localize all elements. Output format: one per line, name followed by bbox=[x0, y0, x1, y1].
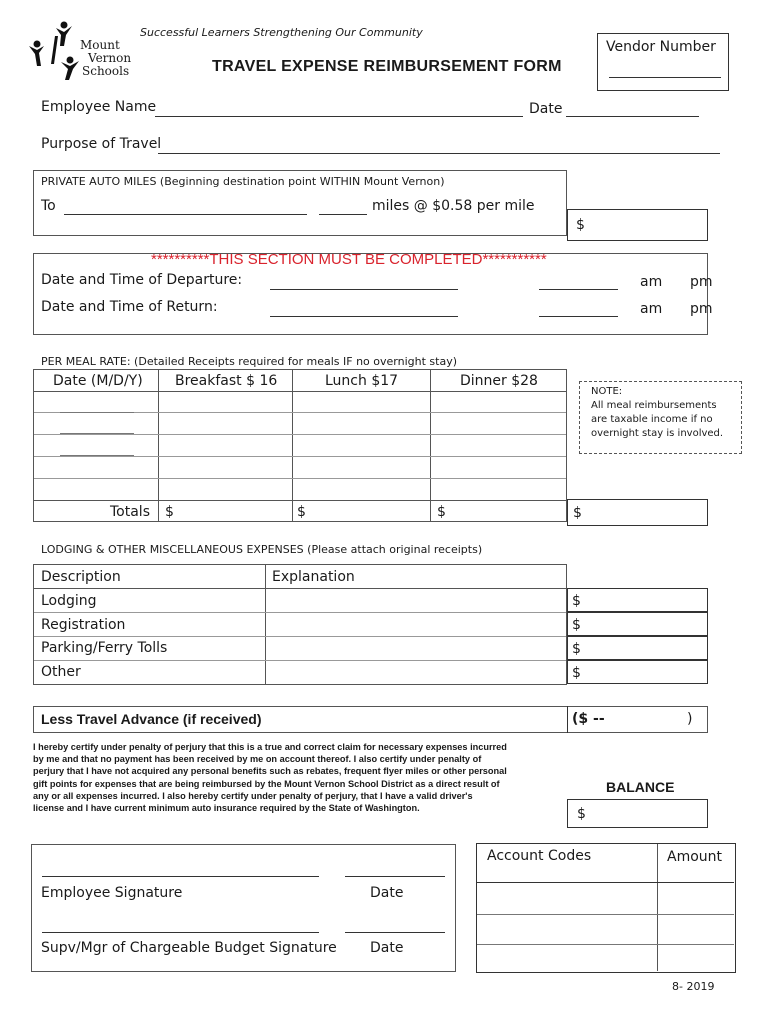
travel-advance-label: Less Travel Advance (if received) bbox=[41, 711, 262, 727]
logo-text-mount: Mount bbox=[80, 38, 120, 52]
account-amount-label: Amount bbox=[667, 849, 723, 865]
date-field[interactable] bbox=[566, 116, 699, 117]
employee-name-field[interactable] bbox=[155, 116, 523, 117]
registration-amount[interactable]: $ bbox=[572, 617, 581, 633]
meals-col-dinner: Dinner $28 bbox=[460, 373, 538, 389]
meal-row-3[interactable] bbox=[60, 455, 134, 456]
tagline: Successful Learners Strengthening Our Community bbox=[140, 26, 423, 39]
purpose-field[interactable] bbox=[158, 153, 720, 154]
required-warning: **********THIS SECTION MUST BE COMPLETED*********** bbox=[151, 251, 547, 268]
supervisor-signature-field[interactable] bbox=[42, 932, 319, 933]
lodging-amount-box bbox=[567, 588, 708, 612]
logo-text-schools: Schools bbox=[82, 64, 130, 78]
logo-text-vernon: Vernon bbox=[88, 51, 132, 65]
supervisor-signature-date-label: Date bbox=[370, 940, 404, 956]
return-label: Date and Time of Return: bbox=[41, 299, 218, 315]
balance-box[interactable] bbox=[567, 799, 708, 828]
meals-table bbox=[33, 369, 567, 522]
meals-total-lunch[interactable]: $ bbox=[297, 504, 306, 520]
employee-signature-date-label: Date bbox=[370, 885, 404, 901]
mileage-destination-field[interactable] bbox=[64, 214, 307, 215]
certification-line-4: gift points for expenses that are being reimbursed by the Mount Vernon School District as a direct result of bbox=[33, 778, 500, 789]
meals-grand-total-prefix: $ bbox=[573, 505, 582, 521]
mileage-heading: PRIVATE AUTO MILES (Beginning destination point WITHIN Mount Vernon) bbox=[41, 175, 445, 188]
other-amount-box bbox=[567, 660, 708, 684]
form-title: TRAVEL EXPENSE REIMBURSEMENT FORM bbox=[212, 58, 562, 75]
balance-label: BALANCE bbox=[606, 779, 675, 795]
meals-total-dinner[interactable]: $ bbox=[437, 504, 446, 520]
parking-amount-box bbox=[567, 636, 708, 660]
return-pm[interactable]: pm bbox=[690, 301, 713, 317]
employee-signature-field[interactable] bbox=[42, 876, 319, 877]
mileage-amount-box[interactable] bbox=[567, 209, 708, 241]
employee-signature-date-field[interactable] bbox=[345, 876, 445, 877]
return-am[interactable]: am bbox=[640, 301, 663, 317]
lodging-col-explanation: Explanation bbox=[272, 569, 355, 585]
employee-name-label: Employee Name bbox=[41, 99, 157, 115]
lodging-heading: LODGING & OTHER MISCELLANEOUS EXPENSES (Please attach original receipts) bbox=[41, 543, 483, 556]
certification-line-2: by me and that no payment has been received by me on account thereof. I also certify under penalty of bbox=[33, 754, 482, 765]
mileage-to-label: To bbox=[41, 198, 56, 214]
certification-line-3: perjury that I have not acquired any personal benefits such as rebates, frequent flyer miles or other personal bbox=[33, 766, 507, 777]
meal-note-line1: All meal reimbursements bbox=[591, 400, 717, 411]
form-revision: 8- 2019 bbox=[672, 980, 715, 993]
certification-line-6: license and I have current minimum auto insurance required by the State of Washington. bbox=[33, 803, 420, 814]
meals-col-lunch: Lunch $17 bbox=[325, 373, 399, 389]
meals-col-date: Date (M/D/Y) bbox=[53, 373, 143, 389]
meal-note-line2: are taxable income if no bbox=[591, 414, 713, 425]
purpose-label: Purpose of Travel bbox=[41, 136, 162, 152]
meals-total-breakfast[interactable]: $ bbox=[165, 504, 174, 520]
account-codes-label: Account Codes bbox=[487, 848, 592, 864]
supervisor-signature-label: Supv/Mgr of Chargeable Budget Signature bbox=[41, 940, 337, 956]
balance-amount-prefix: $ bbox=[577, 806, 586, 822]
vendor-number-label: Vendor Number bbox=[606, 39, 716, 55]
district-logo bbox=[26, 20, 136, 85]
meal-note-title: NOTE: bbox=[591, 386, 623, 397]
meals-grand-total-box[interactable] bbox=[567, 499, 708, 526]
registration-amount-box bbox=[567, 612, 708, 636]
lodging-col-description: Description bbox=[41, 569, 121, 585]
parking-amount[interactable]: $ bbox=[572, 641, 581, 657]
lodging-amount[interactable]: $ bbox=[572, 593, 581, 609]
date-label: Date bbox=[529, 101, 563, 117]
departure-am[interactable]: am bbox=[640, 274, 663, 290]
lodging-row-lodging: Lodging bbox=[41, 593, 97, 609]
mileage-amount-prefix: $ bbox=[576, 217, 585, 233]
departure-label: Date and Time of Departure: bbox=[41, 272, 243, 288]
meal-row-1[interactable] bbox=[60, 412, 134, 413]
lodging-row-registration: Registration bbox=[41, 617, 126, 633]
logo-figures-icon bbox=[26, 20, 86, 82]
meals-totals-label: Totals bbox=[110, 504, 150, 520]
employee-signature-label: Employee Signature bbox=[41, 885, 183, 901]
meals-col-breakfast: Breakfast $ 16 bbox=[175, 373, 278, 389]
lodging-row-parking: Parking/Ferry Tolls bbox=[41, 640, 168, 656]
certification-line-1: I hereby certify under penalty of perjury that this is a true and correct claim for necessary expenses incurred bbox=[33, 742, 507, 752]
return-date-field[interactable] bbox=[270, 316, 458, 317]
departure-date-field[interactable] bbox=[270, 289, 458, 290]
meal-row-2[interactable] bbox=[60, 433, 134, 434]
certification-line-5: any or all expenses incurred. I also hereby certify under penalty of perjury, that I have a valid driver's bbox=[33, 790, 473, 801]
other-amount[interactable]: $ bbox=[572, 665, 581, 681]
meal-note-line3: overnight stay is involved. bbox=[591, 428, 724, 439]
vendor-number-field[interactable] bbox=[609, 77, 721, 78]
departure-pm[interactable]: pm bbox=[690, 274, 713, 290]
travel-advance-amount-open[interactable]: ($ -- bbox=[572, 711, 605, 727]
supervisor-signature-date-field[interactable] bbox=[345, 932, 445, 933]
lodging-row-other: Other bbox=[41, 664, 81, 680]
mileage-rate-label: miles @ $0.58 per mile bbox=[372, 198, 535, 214]
mileage-miles-field[interactable] bbox=[319, 214, 367, 215]
return-time-field[interactable] bbox=[539, 316, 618, 317]
meals-heading: PER MEAL RATE: (Detailed Receipts required for meals IF no overnight stay) bbox=[41, 355, 458, 368]
travel-advance-amount-close: ) bbox=[687, 711, 693, 727]
certification-text bbox=[33, 741, 557, 814]
departure-time-field[interactable] bbox=[539, 289, 618, 290]
